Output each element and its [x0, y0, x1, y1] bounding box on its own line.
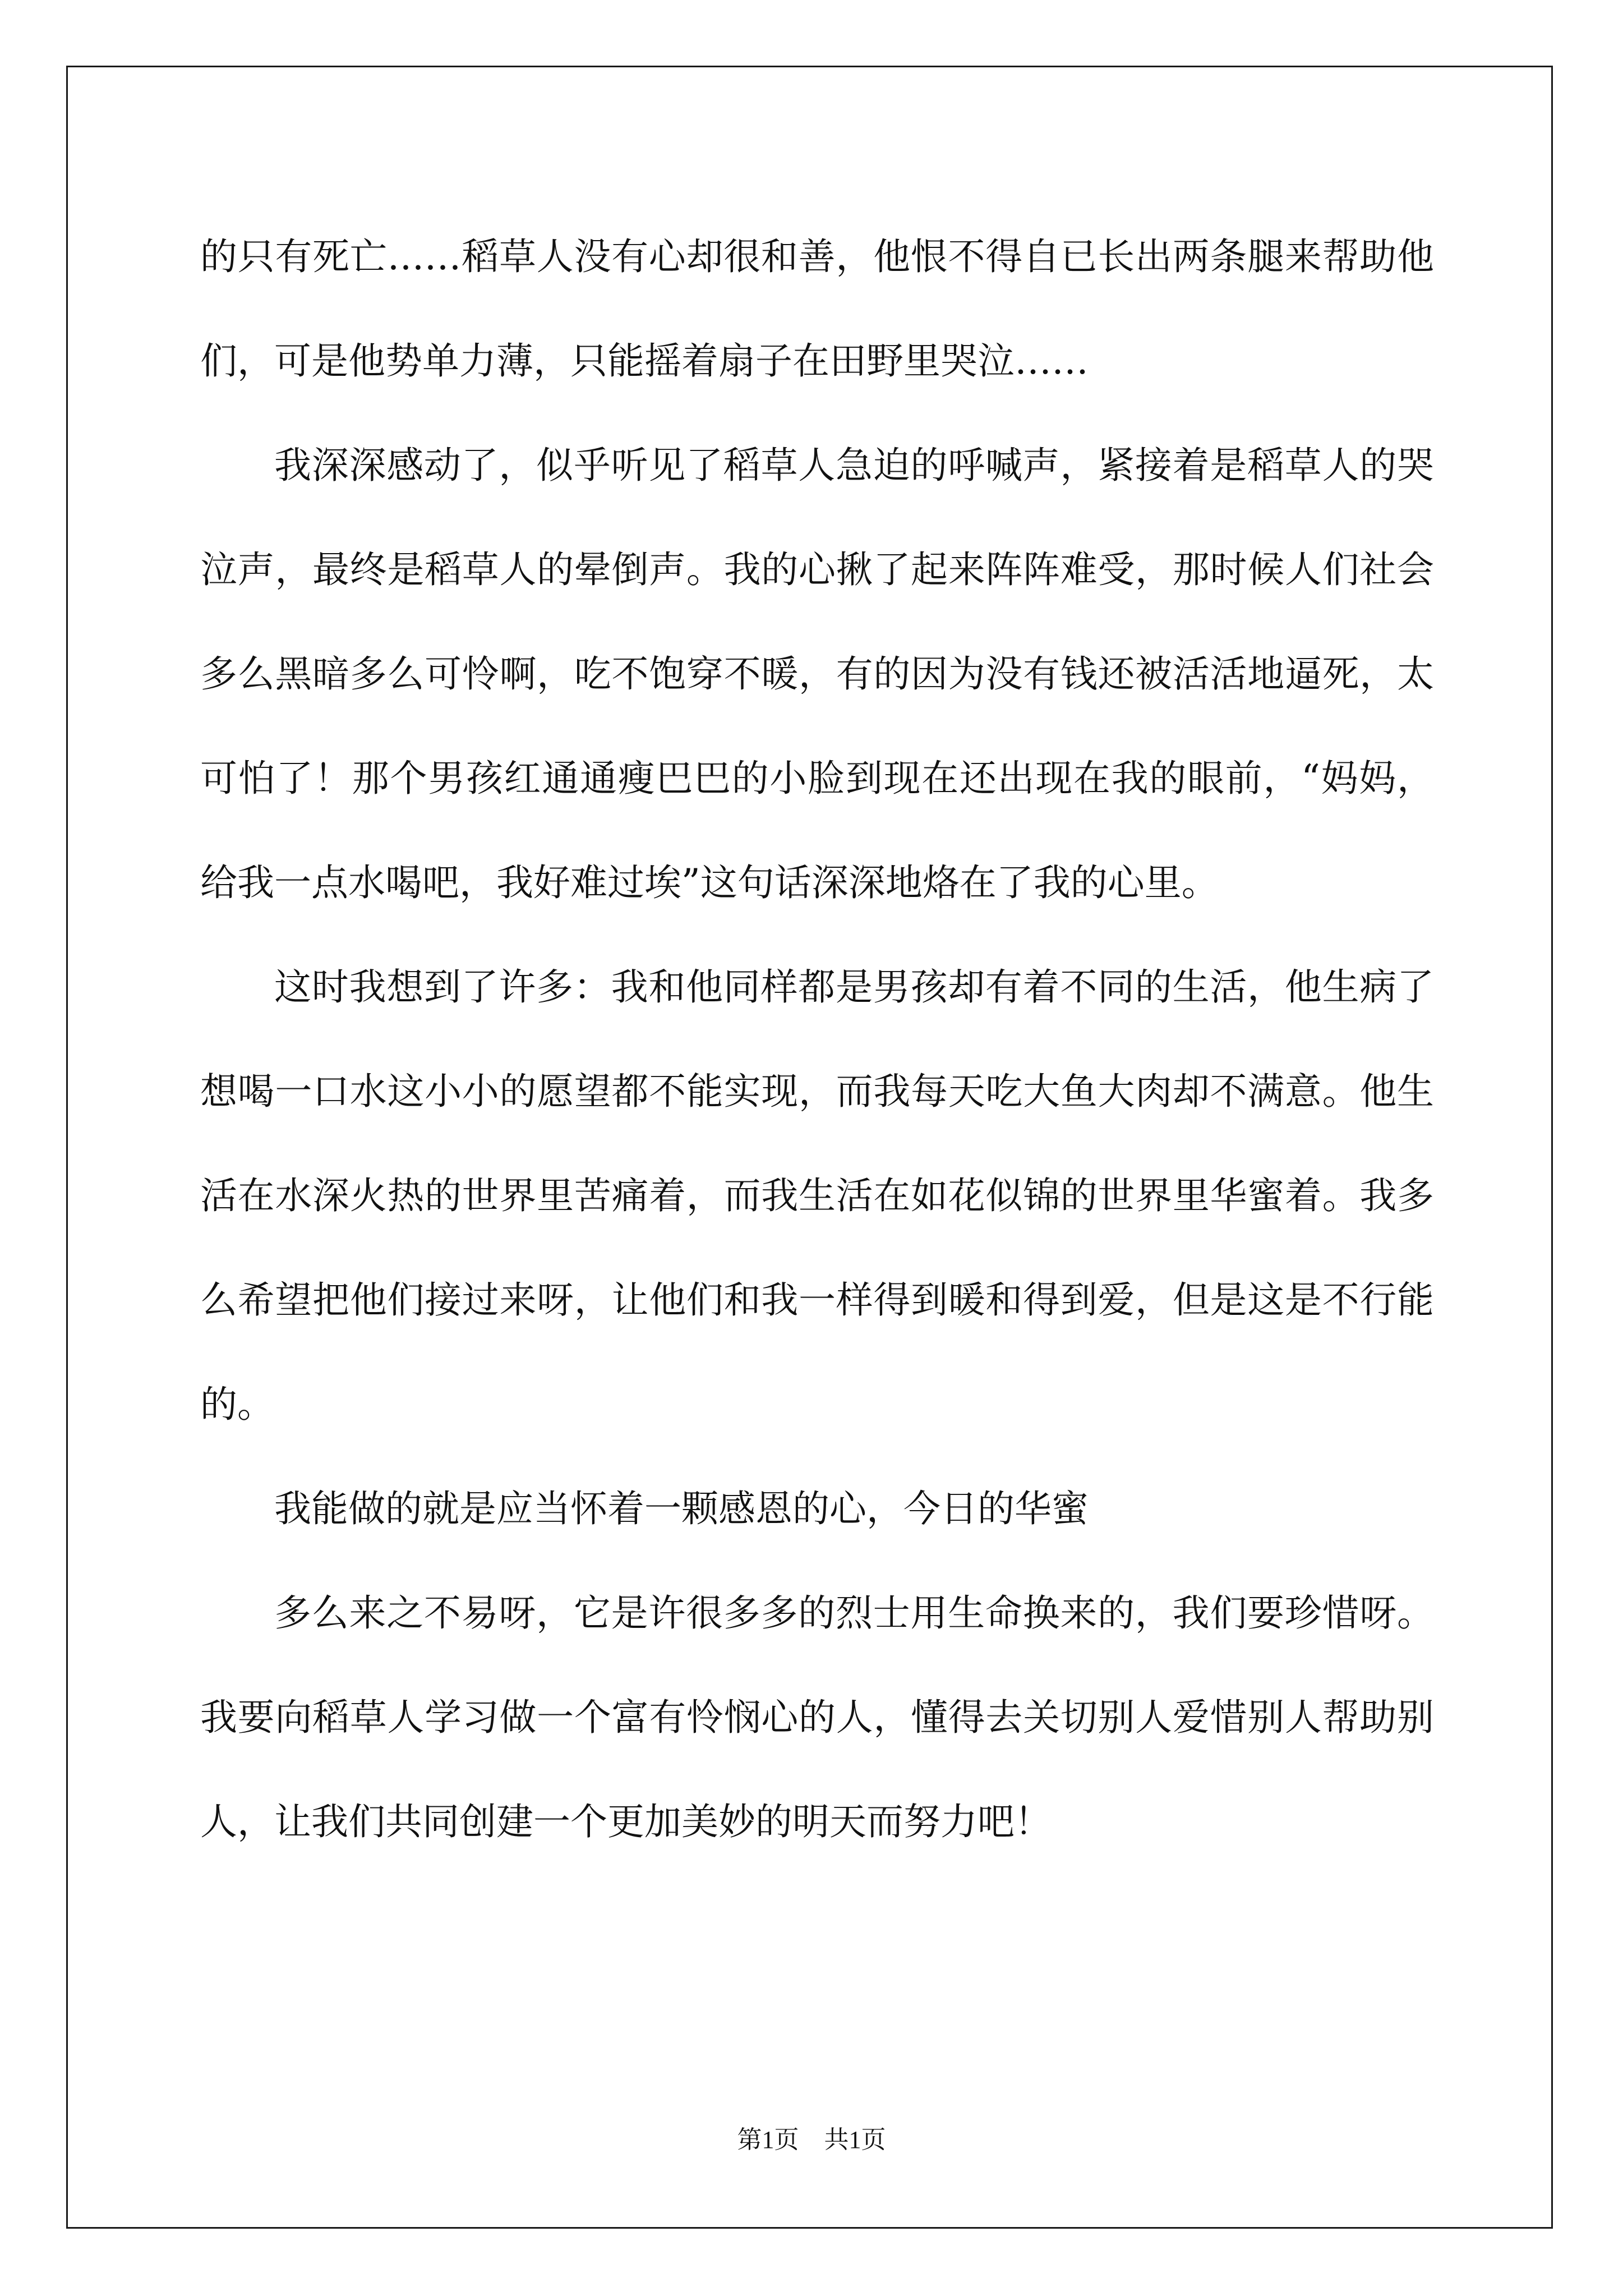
paragraph-2: 我深深感动了，似乎听见了稻草人急迫的呼喊声，紧接着是稻草人的哭泣声，最终是稻草人的晕倒声。我的心揪了起来阵阵难受，那时候人们社会多么黑暗多么可怜啊，吃不饱穿不暖，有的因为没有钱还被活活地逼死，太可怕了！那个男孩红通通瘦巴巴的小脸到现在还出现在我的眼前，“妈妈，给我一点水喝吧，我好难过埃”这句话深深地烙在了我的心里。 — [200, 444, 1434, 904]
paragraph-4: 我能做的就是应当怀着一颗感恩的心，今日的华蜜 — [274, 1487, 1089, 1530]
page-number: 第1页 — [737, 2126, 799, 2154]
page-footer — [0, 2119, 1623, 2155]
paragraph-3: 这时我想到了许多：我和他同样都是男孩却有着不同的生活，他生病了想喝一口水这小小的愿望都不能实现，而我每天吃大鱼大肉却不满意。他生活在水深火热的世界里苦痛着，而我生活在如花似锦的世界里华蜜着。我多么希望把他们接过来呀，让他们和我一样得到暖和得到爱，但是这是不行能的。 — [200, 965, 1434, 1426]
total-pages: 共1页 — [824, 2126, 886, 2154]
paragraph-1: 的只有死亡……稻草人没有心却很和善，他恨不得自已长出两条腿来帮助他们，可是他势单力薄，只能摇着扇子在田野里哭泣…… — [200, 235, 1434, 383]
paragraph-5: 多么来之不易呀，它是许很多多的烈士用生命换来的，我们要珍惜呀。我要向稻草人学习做一个富有怜悯心的人，懂得去关切别人爱惜别人帮助别人，让我们共同创建一个更加美妙的明天而努力吧！ — [200, 1591, 1434, 1843]
document-body — [200, 205, 1434, 1874]
